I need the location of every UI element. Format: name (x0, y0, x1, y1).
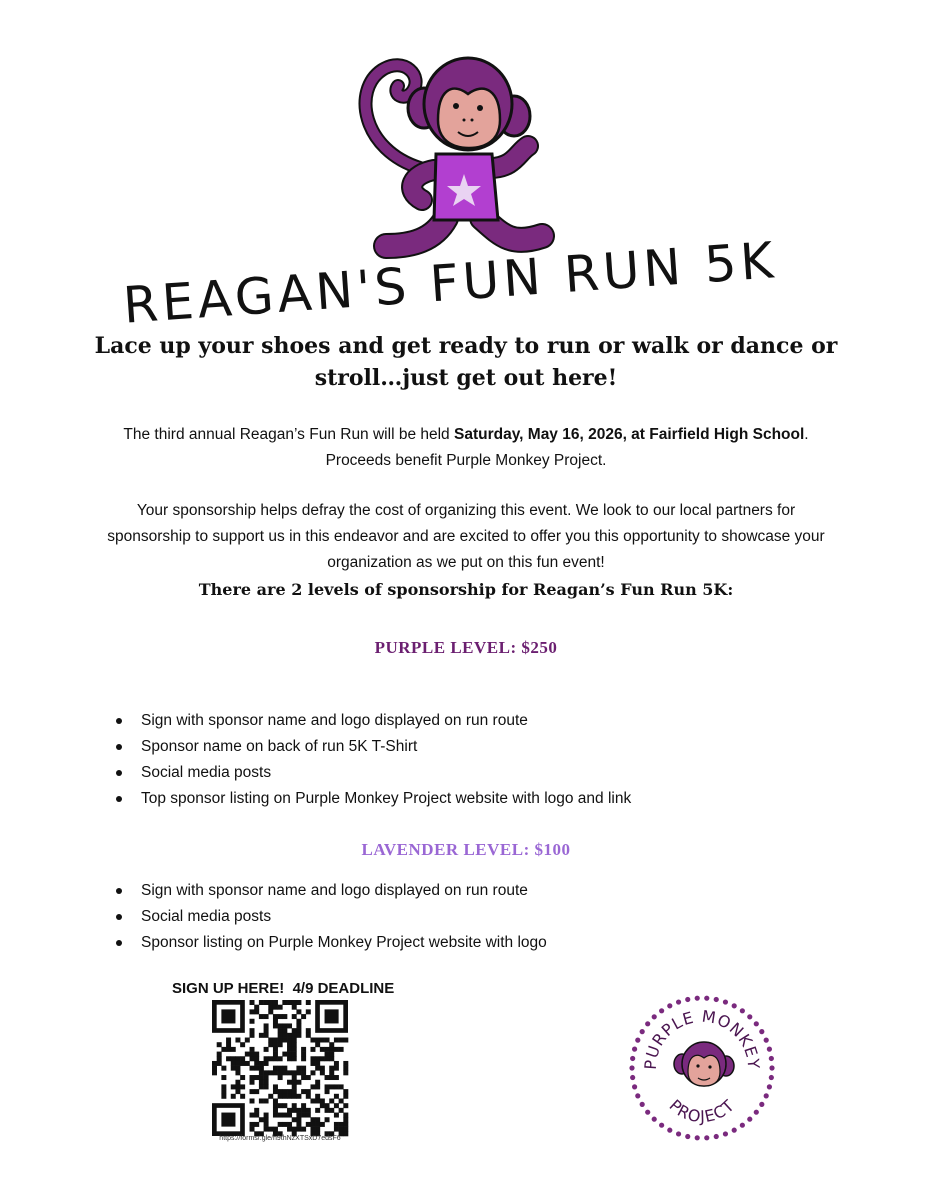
intro-line-2: Proceeds benefit Purple Monkey Project. (325, 452, 607, 469)
event-date-location: Saturday, May 16, 2026, at Fairfield High School (453, 426, 805, 443)
list-item: Top sponsor listing on Purple Monkey Project website with logo and link (112, 786, 631, 812)
signup-qr-code[interactable] (212, 1000, 348, 1136)
intro-suffix: . (804, 426, 809, 443)
intro-prefix: The third annual Reagan’s Fun Run will be held (123, 426, 454, 443)
headline (60, 330, 872, 394)
logo-monkey-face-icon (674, 1042, 734, 1086)
list-item: Sign with sponsor name and logo displayed on run route (112, 878, 547, 904)
lavender-level-title: LAVENDER LEVEL: $100 (361, 840, 571, 859)
signup-label: SIGN UP HERE! 4/9 DEADLINE (172, 980, 395, 997)
sponsorship-line-3: organization as we put on this fun event! (327, 554, 605, 571)
headline-line-2: stroll…just get out here! (314, 365, 618, 391)
sponsorship-line-1: Your sponsorship helps defray the cost of organizing this event. We look to our local partners for (136, 502, 796, 519)
list-item: Social media posts (112, 904, 547, 930)
list-item: Sponsor name on back of run 5K T-Shirt (112, 734, 631, 760)
intro-paragraph (40, 422, 892, 474)
signup-url[interactable]: https://forms/.gle/h9thNzXTSxD7edsF6 (219, 1135, 341, 1142)
purple-monkey-project-logo (626, 992, 778, 1144)
levels-heading: There are 2 levels of sponsorship for Reagan’s Fun Run 5K: (198, 580, 734, 599)
headline-line-1: Lace up your shoes and get ready to run or walk or dance or (94, 333, 838, 359)
event-title (121, 230, 780, 335)
event-title-text: REAGAN'S FUN RUN 5K (121, 231, 780, 335)
purple-level-title: PURPLE LEVEL: $250 (374, 638, 558, 657)
purple-level-benefits (112, 708, 631, 812)
sponsorship-paragraph (40, 498, 892, 576)
logo-bottom-text: PROJECT (665, 1095, 739, 1127)
lavender-level-benefits (112, 878, 547, 956)
list-item: Sponsor listing on Purple Monkey Project website with logo (112, 930, 547, 956)
sponsorship-line-2: sponsorship to support us in this endeavor and are excited to offer you this opportunity to showcase your (107, 528, 825, 545)
list-item: Social media posts (112, 760, 631, 786)
logo-top-text: PURPLE MONKEY (640, 1006, 764, 1071)
list-item: Sign with sponsor name and logo displayed on run route (112, 708, 631, 734)
intro-line-1 (40, 422, 892, 448)
